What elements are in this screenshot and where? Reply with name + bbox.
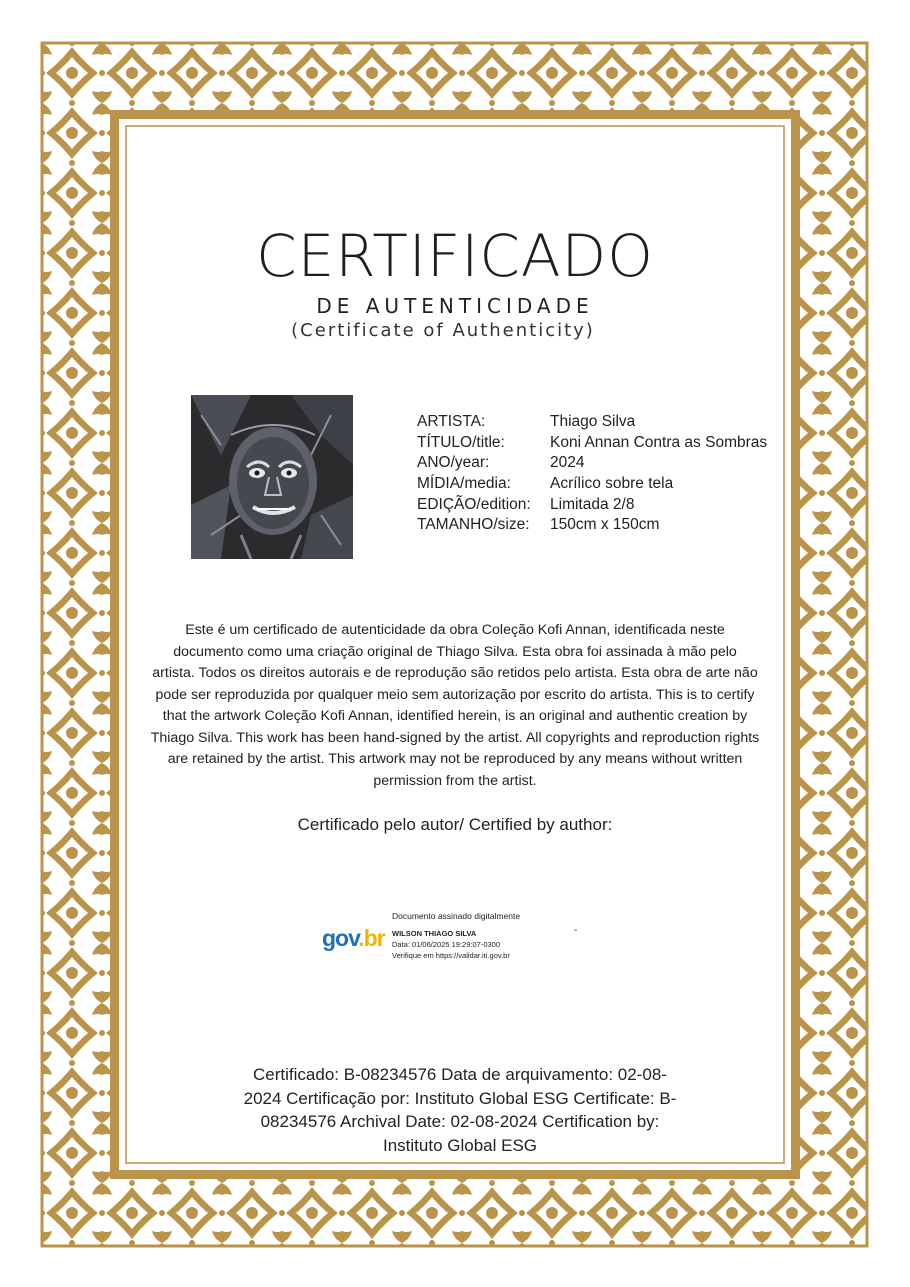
detail-label: TÍTULO/title:	[417, 433, 505, 451]
signature-heading: Documento assinado digitalmente	[392, 911, 521, 921]
signature-date: Data: 01/06/2025 19:29:07-0300	[392, 940, 501, 949]
certificate-title: CERTIFICADO	[256, 222, 654, 290]
detail-row-size	[417, 515, 767, 536]
detail-value: 150cm x 150cm	[550, 516, 660, 534]
detail-row-artist	[417, 412, 767, 433]
detail-value: Limitada 2/8	[550, 495, 635, 513]
certified-by-label: Certificado pelo autor/ Certified by author:	[297, 815, 613, 834]
detail-label: ANO/year:	[417, 454, 490, 472]
detail-label: TAMANHO/size:	[417, 516, 530, 534]
detail-row-edition	[417, 495, 767, 516]
signer-name: WILSON THIAGO SILVA	[392, 929, 477, 938]
artwork-details	[417, 412, 767, 536]
detail-value: Thiago Silva	[550, 413, 636, 430]
detail-value: Acrílico sobre tela	[550, 475, 674, 493]
certificate-footer: Certificado: B-08234576 Data de arquivamento: 02-08-2024 Certificação por: Instituto Global ESG Certificate: B-08234576 Archival Date: 02-08-2024 Certification by: Instituto Global ESG	[243, 1065, 677, 1155]
detail-row-year	[417, 453, 767, 474]
detail-label: EDIÇÃO/edition:	[417, 495, 531, 513]
detail-label: ARTISTA:	[417, 413, 486, 430]
authenticity-statement: Este é um certificado de autenticidade da obra Coleção Kofi Annan, identificada neste documento como uma criação original de Thiago Silva. Esta obra foi assinada à mão pelo artista. Todos os direitos autorais e de reprodução são retidos pelo artista. Esta obra de arte não pode ser reproduzida por qualquer meio sem autorização por escrito do artista. This is to certify that the artwork Coleção Kofi Annan, identified herein, is an original and authentic creation by Thiago Silva. This work has been hand-signed by the artist. All copyrights and reproduction rights are retained by the artist. This artwork may not be reproduced by any means without written permission from the artist.	[150, 622, 760, 789]
artwork-image	[191, 395, 353, 559]
signature-dash: -	[574, 925, 578, 936]
detail-label: MÍDIA/media:	[417, 475, 511, 493]
govbr-logo-br: .br	[358, 925, 385, 951]
signature-verify-url: Verifique em https://validar.iti.gov.br	[392, 951, 510, 960]
govbr-logo	[322, 925, 385, 952]
detail-value: Koni Annan Contra as Sombras	[550, 433, 768, 451]
certificate-subtitle: DE AUTENTICIDADE	[316, 294, 594, 318]
digital-signature-stamp	[320, 907, 590, 967]
certificate-subtitle-english: (Certificate of Authenticity)	[291, 320, 595, 341]
detail-value: 2024	[550, 454, 585, 472]
detail-row-title	[417, 433, 767, 454]
detail-row-media	[417, 474, 767, 495]
govbr-logo-gov: gov	[322, 925, 359, 951]
